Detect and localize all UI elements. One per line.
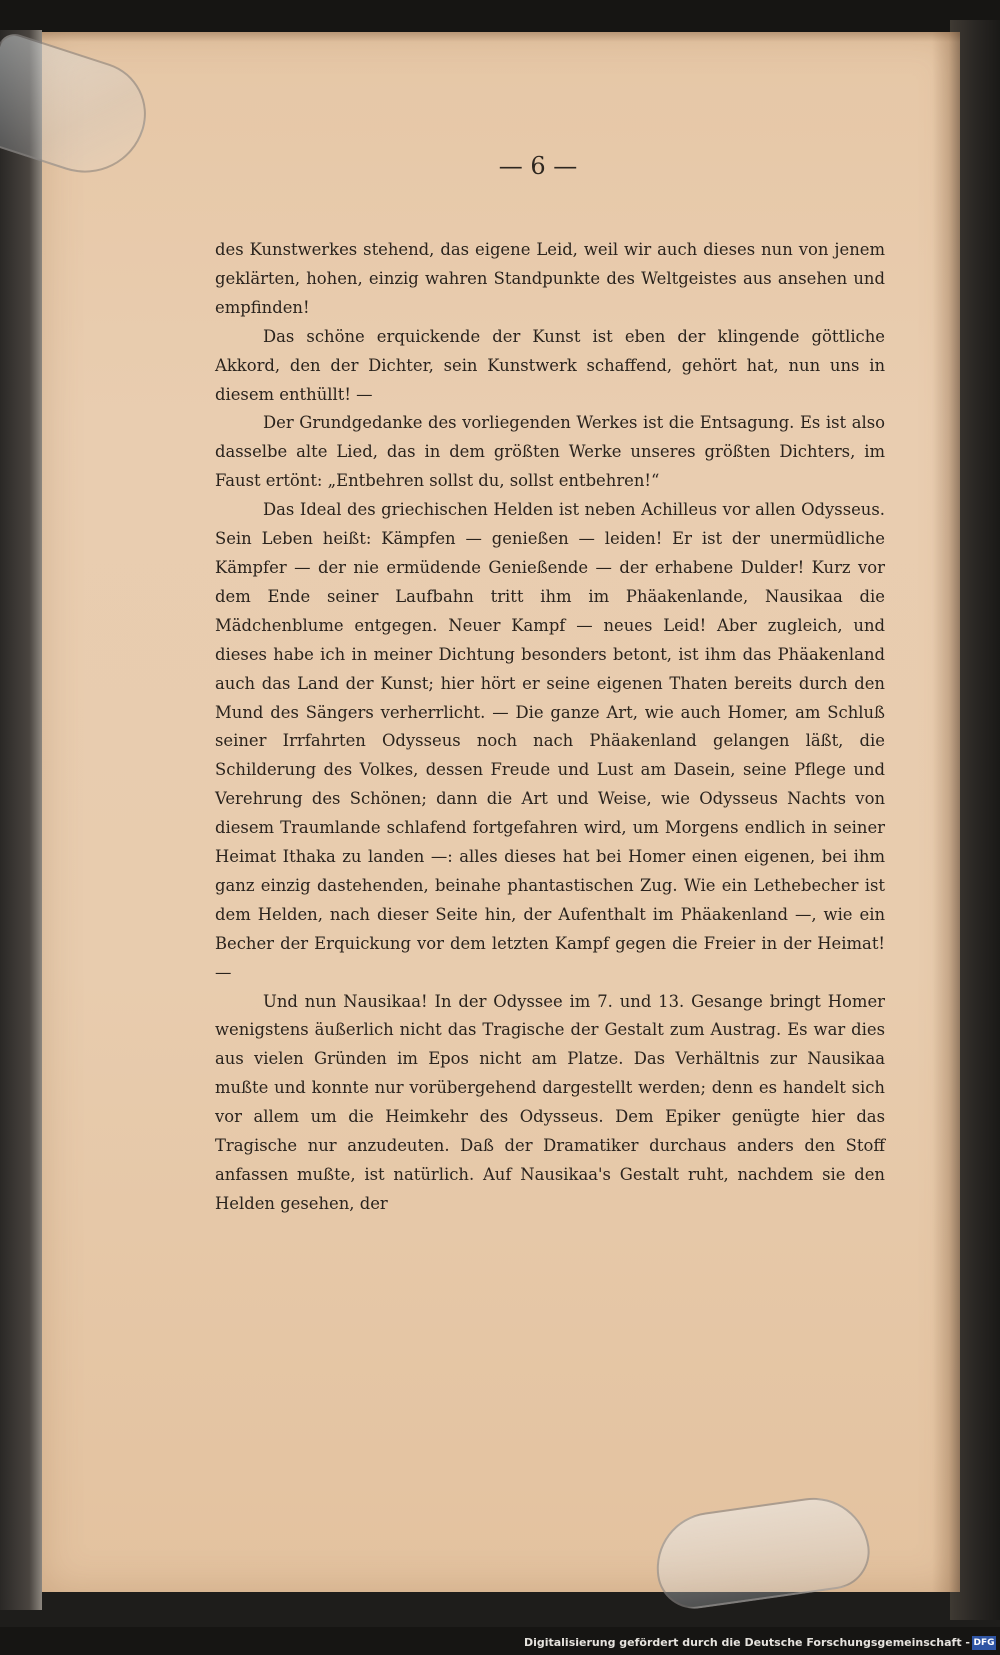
paragraph-2: Das schöne erquickende der Kunst ist eben der klingende göttliche Akkord, den der Dichter, sein Kunstwerk schaffend, gehört hat, nun uns in diesem enthüllt! —: [215, 326, 885, 404]
digitization-credit: Digitalisierung gefördert durch die Deutsche Forschungsgemeinschaft -: [523, 1636, 970, 1649]
footer-bar: [0, 1627, 1000, 1655]
paragraph-5: Und nun Nausikaa! In der Odyssee im 7. und 13. Gesange bringt Homer wenigstens äußerlich nicht das Tragische der Gestalt zum Austrag. Es war dies aus vielen Gründen im Epos nicht am Platze. Das Verhältnis zur Nausikaa mußte und konnte nur vorübergehend dargestellt werden; denn es handelt sich vor allem um die Heimkehr des Odysseus. Dem Epiker genügte hier das Tragische nur anzudeuten. Daß der Dramatiker durchaus anders den Stoff anfassen mußte, ist natürlich. Auf Nausikaa's Gestalt ruht, nachdem sie den Helden gesehen, der: [215, 991, 885, 1213]
paragraph-1: des Kunstwerkes stehend, das eigene Leid, weil wir auch dieses nun von jenem geklärten, hohen, einzig wahren Standpunkte des Weltgeistes aus ansehen und empfinden!: [215, 240, 885, 317]
page-number: — 6 —: [498, 152, 578, 180]
paragraph-3: Der Grundgedanke des vorliegenden Werkes ist die Entsagung. Es ist also dasselbe alte Lied, das in dem größten Werke unseres größten Dichters, im Faust ertönt: „Entbehren sollst du, sollst entbehren!“: [215, 413, 885, 491]
body-text: [215, 236, 885, 1219]
dfg-logo: DFG: [973, 1638, 995, 1648]
scan-background-left: [0, 30, 42, 1610]
page-right-edge: [932, 32, 960, 1592]
page-top-edge: [42, 32, 960, 42]
paragraph-4: Das Ideal des griechischen Helden ist neben Achilleus vor allen Odysseus. Sein Leben heißt: Kämpfen — genießen — leiden! Er ist der unermüdliche Kämpfer — der nie ermüdende Genießende — der erhabene Dulder! Kurz vor dem Ende seiner Laufbahn tritt ihm im Phäakenlande, Nausikaa die Mädchenblume entgegen. Neuer Kampf — neues Leid! Aber zugleich, und dieses habe ich in meiner Dichtung besonders betont, ist ihm das Phäakenland auch das Land der Kunst; hier hört er seine eigenen Thaten bereits durch den Mund des Sängers verherrlicht. — Die ganze Art, wie auch Homer, am Schluß seiner Irrfahrten Odysseus noch nach Phäakenland gelangen läßt, die Schilderung des Volkes, dessen Freude und Lust am Dasein, seine Pflege und Verehrung des Schönen; dann die Art und Weise, wie Odysseus Nachts von diesem Traumlande schlafend fortgefahren wird, um Morgens endlich in seiner Heimat Ithaka zu landen —: alles dieses hat bei Homer einen eigenen, bei ihm ganz einzig dastehenden, beinahe phantastischen Zug. Wie ein Lethebecher ist dem Helden, nach dieser Seite hin, der Aufenthalt im Phäakenland —, wie ein Becher der Erquickung vor dem letzten Kampf gegen die Freier in der Heimat! —: [215, 500, 885, 982]
